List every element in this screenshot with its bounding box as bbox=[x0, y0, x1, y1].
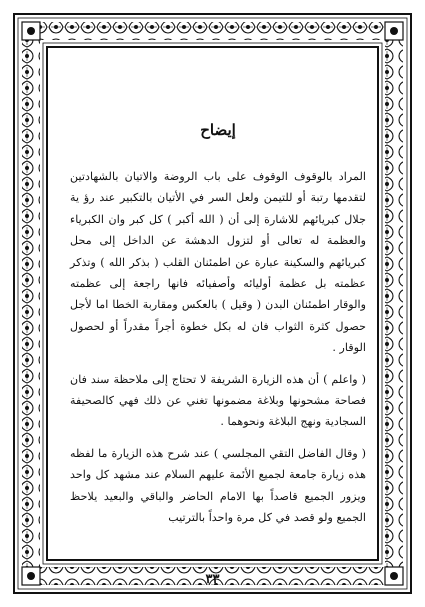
paragraph: ( واعلم ) أن هذه الزيارة الشريفة لا تحتاج إلى ملاحظة سند فان فصاحة مشحونها وبلاغة مضمونها تغني عن ذلك فهي كالصحيفة السجادية ونهج البلاغة ونحوهما . bbox=[70, 372, 366, 429]
page-number: ٣٣ bbox=[205, 572, 220, 587]
text-body bbox=[70, 120, 366, 539]
border-right-band bbox=[385, 40, 403, 567]
border-top-band bbox=[22, 22, 403, 40]
paragraph: ( وقال الفاضل التقي المجلسي ) عند شرح هذه الزيارة ما لفظه هذه زيارة جامعة لجميع الأئمة عليهم السلام عند مشهد كل واحد ويزور الجميع قاصداً بها الامام الحاضر والباقي والبعيد يلاحظ الجميع ولو قصد في كل مرة واحداً بالترتيب bbox=[70, 446, 366, 525]
paragraph: المراد بالوقوف الوقوف على باب الروضة والاتيان بالشهادتين لتقدمها رتبة أو للتيمن ولعل السر في الأتيان بالتكبير عند رؤ ية جلال كبريائهم للاشارة إلى أن ( الله أكبر ) كل كبر وان الكبرياء والعظمة له تعالى أو لتزول الدهشة عن الداخل إلى محل كبريائهم والسكينة عبارة عن اطمئنان القلب ( بذكر الله ) وتذكر عظمته بل عظمة أوليائه وأصفيائه فانها راجعة إلى عظمته والوقار اطمئنان البدن ( وقيل ) بالعكس ومقاربة الخطا اما لأجل حصول كثرة الثواب فان له بكل خطوة أجراً مقدراً أو لحصول الوقار . bbox=[70, 170, 366, 355]
border-left-band bbox=[22, 40, 40, 567]
page-title: إيضاح bbox=[200, 121, 236, 139]
